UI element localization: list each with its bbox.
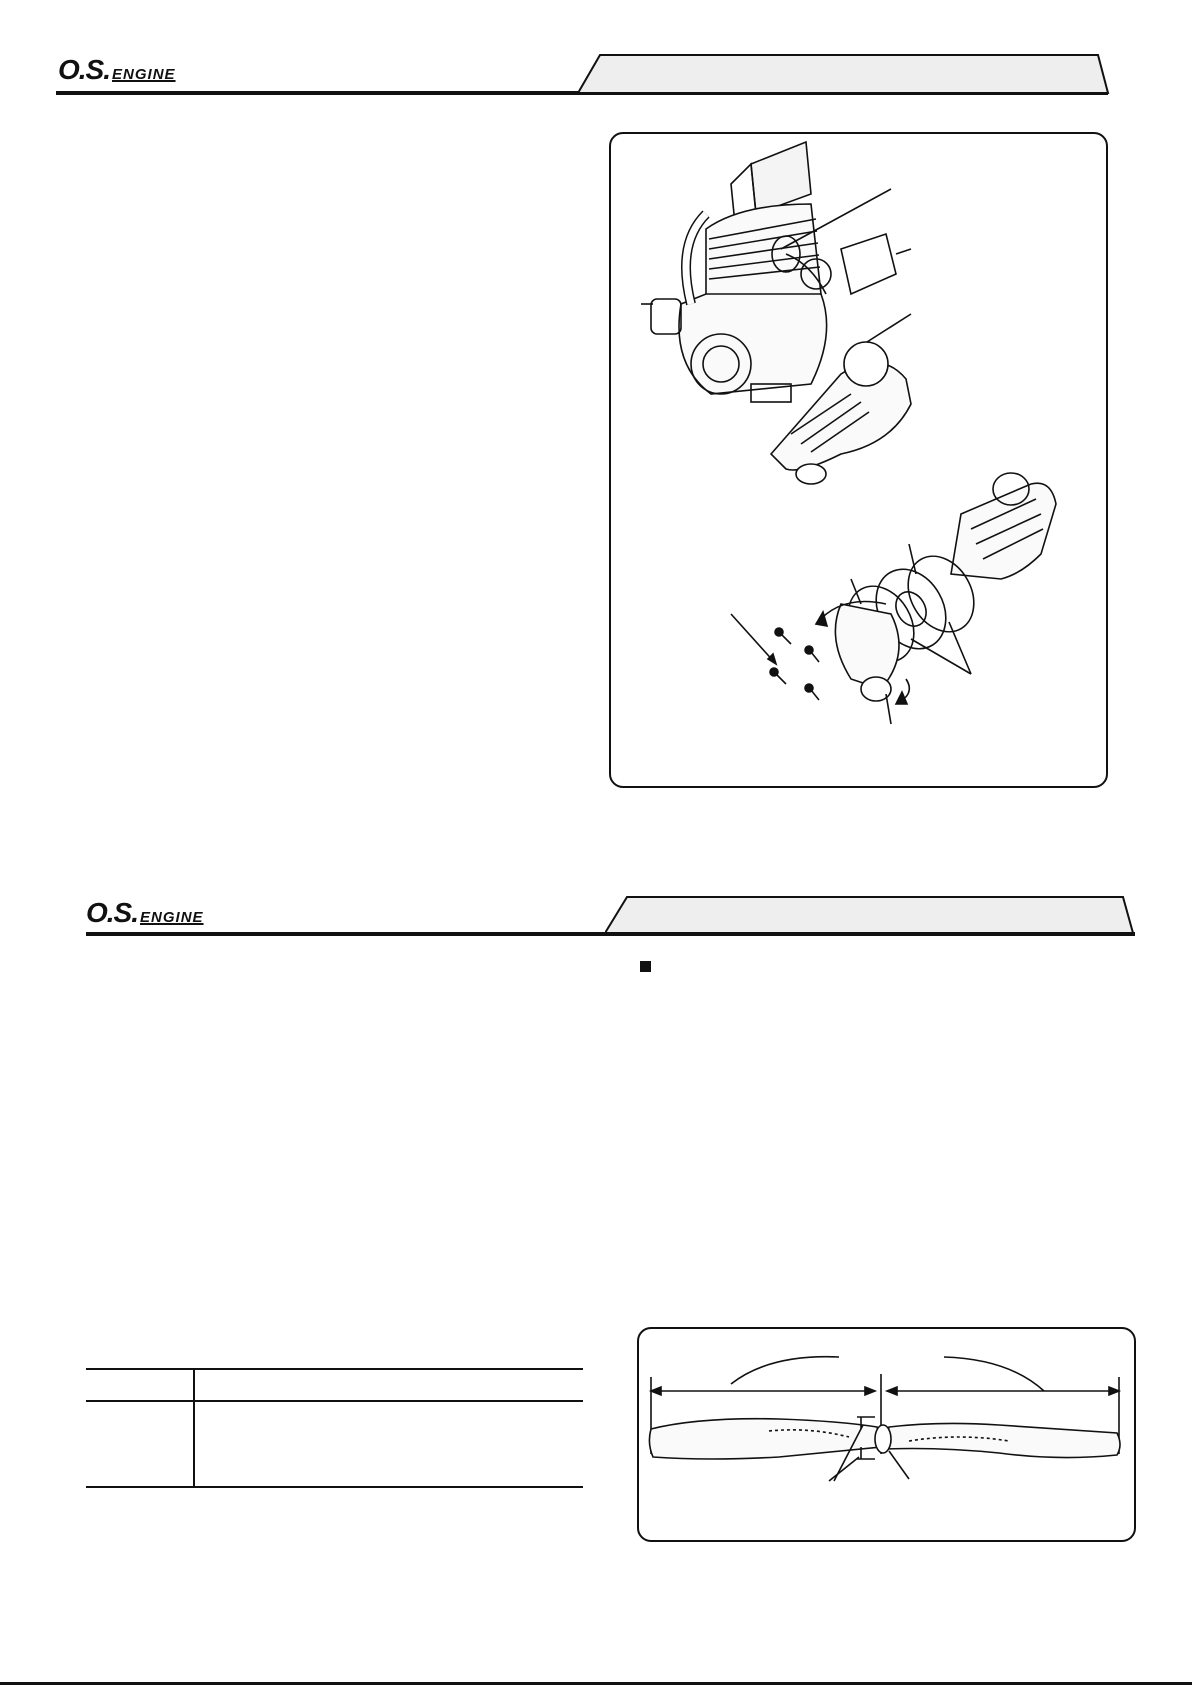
table-top-rule <box>86 1368 583 1370</box>
engine-muffler-illustration <box>611 134 1106 786</box>
brand-logo-top <box>58 54 176 86</box>
exploded-muffler-figure <box>609 132 1108 788</box>
header-tab-bottom <box>605 896 1145 938</box>
brand-logo-os: O.S. <box>86 897 139 928</box>
table-bottom-rule <box>86 1486 583 1488</box>
brand-logo-engine: ENGINE <box>140 909 204 926</box>
propeller-illustration <box>639 1329 1134 1540</box>
header-tab-top <box>578 54 1118 96</box>
brand-logo-bottom <box>86 897 204 929</box>
brand-logo-engine: ENGINE <box>112 66 176 83</box>
brand-logo-os: O.S. <box>58 54 111 85</box>
table-column-divider <box>193 1368 195 1488</box>
table-header-rule <box>86 1400 583 1402</box>
propeller-figure <box>637 1327 1136 1542</box>
square-bullet-icon <box>640 961 651 972</box>
